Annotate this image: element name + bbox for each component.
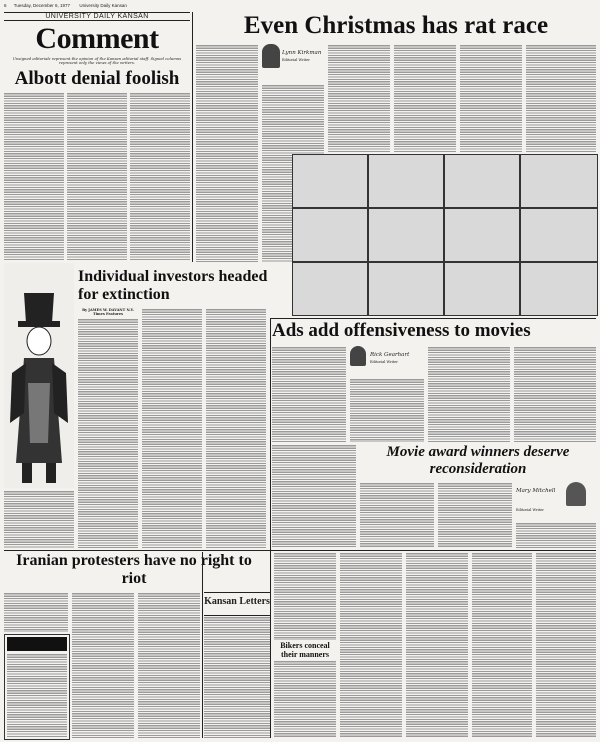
text-column — [460, 44, 522, 152]
text-column — [206, 308, 266, 548]
author-photo — [566, 482, 586, 506]
comic-panel — [520, 154, 598, 208]
text-column — [516, 522, 596, 548]
albott-body — [4, 92, 190, 260]
comic-panel — [368, 154, 444, 208]
author-role: Editorial Writer — [282, 58, 310, 62]
iran-headline: Iranian protesters have no right to riot — [16, 552, 252, 587]
comic-panel — [292, 208, 368, 262]
box-text — [7, 653, 67, 737]
text-column — [526, 44, 596, 152]
text-column — [67, 92, 127, 260]
text-column — [72, 592, 134, 738]
author-box — [350, 346, 424, 376]
text-column — [204, 616, 270, 738]
author-box — [262, 44, 326, 82]
bikers-headline: Bikers conceal their manners — [274, 640, 336, 660]
movie-headline: Movie award winners deserve reconsideration — [386, 444, 570, 477]
kansan-masthead-box — [4, 634, 70, 740]
text-column — [272, 444, 356, 548]
column-divider — [202, 552, 203, 738]
comic-panel — [368, 208, 444, 262]
author-name: Rick Gearhart — [370, 352, 410, 358]
section-rule — [4, 550, 596, 551]
folio-bar — [4, 3, 596, 11]
text-column — [394, 44, 456, 152]
box-brand — [7, 637, 67, 651]
text-column — [142, 308, 202, 548]
comic-panel — [444, 154, 520, 208]
masthead-note: Unsigned editorials represent the opinion of the Kansan editorial staff. Signed columns represent only the views of the writers. — [12, 56, 182, 66]
comic-strip — [292, 154, 596, 316]
text-column — [272, 346, 346, 442]
text-column — [196, 44, 258, 262]
ads-headline: Ads add offensiveness to movies — [272, 320, 531, 341]
author-box — [516, 482, 596, 520]
text-column — [438, 482, 512, 548]
comic-panel — [292, 262, 368, 316]
text-column — [138, 592, 200, 738]
author-name: Mary Mitchell — [516, 488, 556, 494]
comic-panel — [520, 262, 598, 316]
text-column — [130, 92, 190, 260]
column-divider — [270, 318, 271, 738]
author-role: Editorial Writer — [370, 360, 398, 364]
text-column — [406, 552, 468, 738]
text-column — [340, 552, 402, 738]
text-column — [4, 592, 68, 632]
folio-date: Tuesday, December 6, 1977 — [13, 3, 71, 8]
text-column — [428, 346, 510, 442]
uncle-sam-illustration — [4, 263, 74, 488]
investors-byline: By JAMES W. DAVANT N.Y. Times Features — [82, 308, 134, 316]
text-column — [328, 44, 390, 152]
investors-headline: Individual investors headed for extinction — [78, 268, 268, 303]
comic-panel — [520, 208, 598, 262]
comic-panel — [444, 208, 520, 262]
text-column — [514, 346, 596, 442]
letters-title: Kansan Letters — [204, 596, 270, 607]
masthead — [4, 12, 190, 66]
section-rule — [270, 318, 596, 319]
brand-line: UNIVERSITY DAILY KANSAN — [4, 12, 190, 21]
comic-panel — [368, 262, 444, 316]
author-photo — [262, 44, 280, 68]
author-name: Lynn Kirkman — [282, 50, 322, 56]
text-column — [350, 378, 424, 442]
author-photo — [350, 346, 366, 366]
section-title: Comment — [35, 22, 159, 55]
text-column — [78, 318, 138, 548]
comic-panel — [292, 154, 368, 208]
column-divider — [192, 12, 193, 262]
text-column — [472, 552, 532, 738]
text-column — [4, 92, 64, 260]
xmas-headline: Even Christmas has rat race — [243, 12, 549, 39]
text-column — [360, 482, 434, 548]
albott-headline: Albott denial foolish — [14, 68, 180, 89]
folio-paper: University Daily Kansan — [79, 3, 127, 8]
text-column — [4, 490, 74, 548]
comic-panel — [444, 262, 520, 316]
author-role: Editorial Writer — [516, 508, 544, 512]
letters-heading — [204, 592, 270, 616]
page-number: 6 — [4, 3, 7, 8]
text-column — [536, 552, 596, 738]
